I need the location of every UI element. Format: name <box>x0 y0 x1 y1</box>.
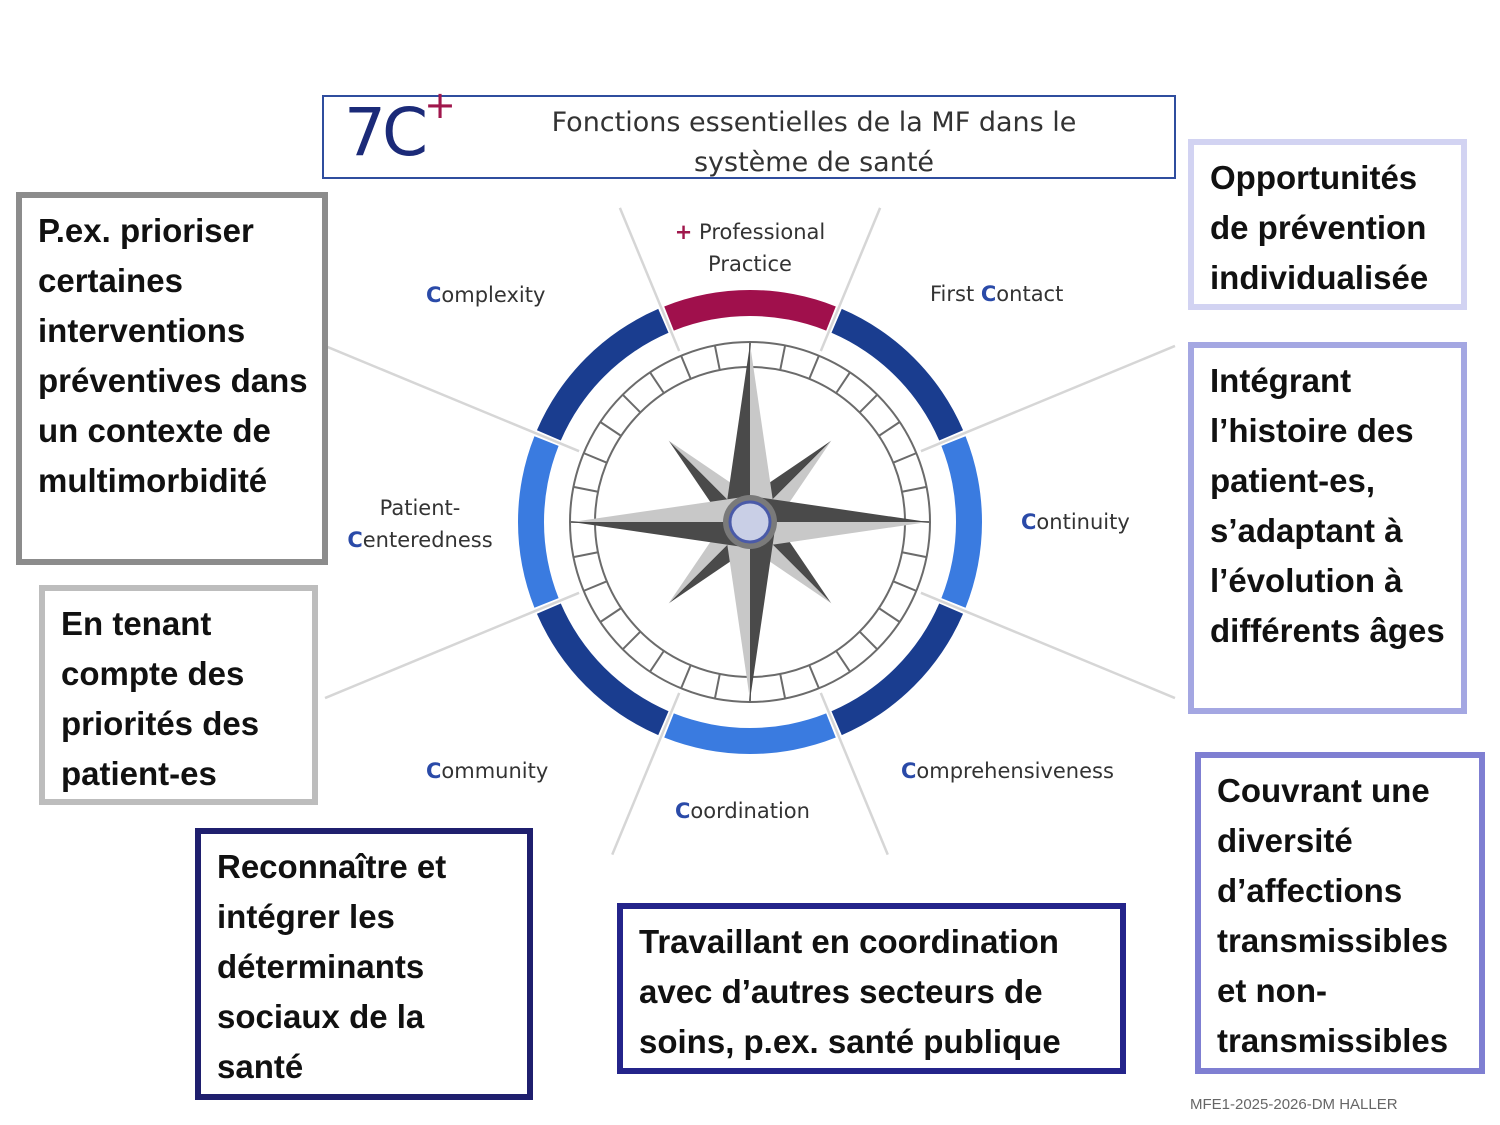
compass-hub <box>723 495 777 549</box>
note-complexity: P.ex. prioriser certaines interventions préventives dans un contexte de multimorbidité <box>16 192 328 565</box>
7c-plus-logo: 7C+ <box>344 83 456 171</box>
note-community: Reconnaître et intégrer les déterminants sociaux de la santé <box>195 828 533 1100</box>
label-coordination: Coordination <box>675 799 810 823</box>
note-patient-centeredness: En tenant compte des priorités des patient-es <box>39 585 318 805</box>
label-continuity: Continuity <box>1021 510 1130 534</box>
label-complexity: Complexity <box>426 283 546 307</box>
title-box <box>322 83 1176 179</box>
ring-segment <box>518 436 559 608</box>
title-line-2: système de santé <box>693 147 935 178</box>
spoke-line <box>921 346 1175 451</box>
note-coordination: Travaillant en coordination avec d’autres secteurs de soins, p.ex. santé publique <box>617 903 1126 1074</box>
footer-credit: MFE1-2025-2026-DM HALLER <box>1190 1096 1398 1113</box>
note-continuity: Intégrant l’histoire des patient-es, s’adaptant à l’évolution à différents âges <box>1188 342 1467 714</box>
label-comprehensiveness: Comprehensiveness <box>901 759 1114 783</box>
note-first-contact: Opportunités de prévention individualisée <box>1188 139 1467 310</box>
ring-segment <box>941 436 982 608</box>
note-comprehensiveness: Couvrant une diversité d’affections transmissibles et non-transmissibles <box>1195 752 1485 1074</box>
spoke-line <box>325 593 579 698</box>
label-professional-practice: + Professional Practice <box>674 220 826 276</box>
ring-segment <box>664 290 836 331</box>
label-patient-centeredness: Patient- Centeredness <box>347 496 493 552</box>
title-line-1: Fonctions essentielles de la MF dans le <box>551 107 1077 138</box>
title-text <box>474 103 1154 183</box>
ring-segment <box>664 713 836 754</box>
spoke-line <box>325 346 579 451</box>
label-community: Community <box>426 759 549 783</box>
label-first-contact: First Contact <box>930 282 1064 306</box>
spoke-line <box>921 593 1175 698</box>
